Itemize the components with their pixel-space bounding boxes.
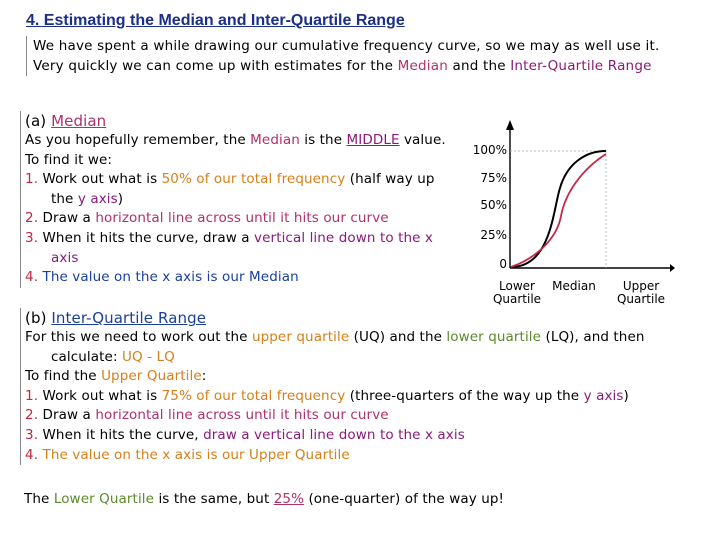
upper-quartile-term: upper quartile bbox=[251, 329, 350, 345]
intro-line-1: We have spent a while drawing our cumulative frequency curve, so we may as well use it. bbox=[33, 38, 660, 54]
text-span: When it hits the curve, draw a bbox=[38, 229, 255, 246]
uq-step-2 bbox=[25, 406, 705, 426]
text-span: Draw a bbox=[38, 210, 96, 227]
text-span: To find the bbox=[25, 368, 102, 385]
percent-term: 25% bbox=[273, 491, 305, 507]
text-span: Work out what is bbox=[38, 171, 162, 188]
x-label: Upper Quartile bbox=[616, 279, 666, 306]
step-number: 1. bbox=[25, 171, 39, 188]
intro-text bbox=[26, 36, 693, 76]
median-steps-intro: To find it we: bbox=[25, 151, 113, 168]
text-span: calculate: bbox=[51, 348, 122, 365]
y-tick-label: 25% bbox=[480, 228, 507, 242]
text-span: is the bbox=[299, 132, 347, 148]
uq-steps-intro bbox=[25, 367, 705, 387]
text-span: The bbox=[24, 491, 54, 507]
iqr-formula: UQ - LQ bbox=[122, 348, 175, 365]
text-span: (three-quarters of the way up the bbox=[345, 387, 584, 404]
middle-term: MIDDLE bbox=[346, 132, 400, 148]
cumulative-frequency-chart bbox=[465, 118, 675, 310]
text-span: As you hopefully remember, the bbox=[25, 132, 251, 148]
intro-text-span: Very quickly we can come up with estimates for the bbox=[33, 58, 398, 74]
text-span: ) bbox=[623, 387, 629, 404]
text-span: (LQ), and then bbox=[541, 329, 645, 345]
text-span: is the same, but bbox=[154, 491, 274, 507]
text-span: (one-quarter) of the way up! bbox=[304, 491, 505, 507]
uq-step-1 bbox=[25, 387, 705, 407]
text-span: the bbox=[51, 190, 78, 207]
text-span: ) bbox=[117, 190, 124, 207]
percent-term: 75% of our total frequency bbox=[161, 387, 346, 404]
median-result-text: The value on the x axis is our Median bbox=[38, 269, 299, 286]
step-number: 3. bbox=[25, 229, 39, 246]
x-axis-arrow bbox=[670, 264, 675, 272]
step-number: 2. bbox=[25, 210, 39, 227]
x-label: Lower Quartile bbox=[492, 279, 542, 306]
section-iqr bbox=[20, 308, 705, 465]
horizontal-line-term: horizontal line across until it hits our curve bbox=[95, 407, 389, 424]
y-axis-term: y axis bbox=[583, 387, 624, 404]
y-tick-label: 75% bbox=[480, 171, 507, 185]
text-span: (UQ) and the bbox=[349, 329, 447, 345]
percent-term: 50% of our total frequency bbox=[161, 171, 346, 188]
curve-red bbox=[511, 154, 606, 267]
y-tick-label: 100% bbox=[472, 143, 507, 157]
horizontal-line-term: horizontal line across until it hits our curve bbox=[95, 210, 389, 227]
intro-iqr-term: Inter-Quartile Range bbox=[510, 58, 652, 74]
uq-result-text: The value on the x axis is our Upper Quartile bbox=[38, 446, 350, 463]
intro-text-span: and the bbox=[447, 58, 511, 74]
step-number: 3. bbox=[25, 426, 39, 443]
footer-note bbox=[24, 491, 504, 507]
y-tick-label: 0 bbox=[499, 257, 507, 271]
y-axis-arrow bbox=[506, 120, 514, 130]
intro-median-term: Median bbox=[397, 58, 448, 74]
vertical-line-term: vertical line down to the x bbox=[254, 229, 434, 246]
curve-black bbox=[511, 151, 606, 267]
uq-step-3 bbox=[25, 426, 705, 446]
iqr-intro-line bbox=[25, 328, 705, 348]
y-axis-term: y axis bbox=[77, 190, 118, 207]
text-span: Draw a bbox=[38, 407, 96, 424]
section-b-prefix: (b) bbox=[25, 309, 52, 327]
step-number: 2. bbox=[25, 407, 39, 424]
x-label: Median bbox=[552, 279, 596, 293]
text-span: (half way up bbox=[345, 171, 435, 188]
lower-quartile-term: Lower Quartile bbox=[53, 491, 155, 507]
vertical-line-term: draw a vertical line down to the x axis bbox=[203, 426, 465, 443]
upper-quartile-term: Upper Quartile bbox=[101, 368, 202, 385]
text-span: For this we need to work out the bbox=[25, 329, 252, 345]
intro-line-2 bbox=[33, 56, 693, 76]
step-number: 4. bbox=[25, 446, 39, 463]
y-tick-labels bbox=[473, 143, 507, 271]
median-term: Median bbox=[250, 132, 300, 148]
uq-step-4 bbox=[25, 446, 705, 466]
text-span: value. bbox=[399, 132, 446, 148]
step-number: 4. bbox=[25, 269, 39, 286]
x-labels bbox=[493, 279, 665, 306]
section-b-title: Inter-Quartile Range bbox=[51, 309, 207, 327]
y-tick-label: 50% bbox=[480, 198, 507, 212]
page-title: 4. Estimating the Median and Inter-Quartile Range bbox=[26, 12, 405, 29]
iqr-intro-cont bbox=[25, 348, 705, 368]
section-a-title: Median bbox=[51, 112, 107, 130]
axis-term: axis bbox=[51, 249, 79, 266]
section-a-prefix: (a) bbox=[25, 112, 52, 130]
text-span: When it hits the curve, bbox=[38, 426, 204, 443]
step-number: 1. bbox=[25, 387, 39, 404]
text-span: : bbox=[201, 368, 207, 385]
section-b-heading bbox=[25, 308, 705, 328]
lower-quartile-term: lower quartile bbox=[446, 329, 542, 345]
text-span: Work out what is bbox=[38, 387, 162, 404]
